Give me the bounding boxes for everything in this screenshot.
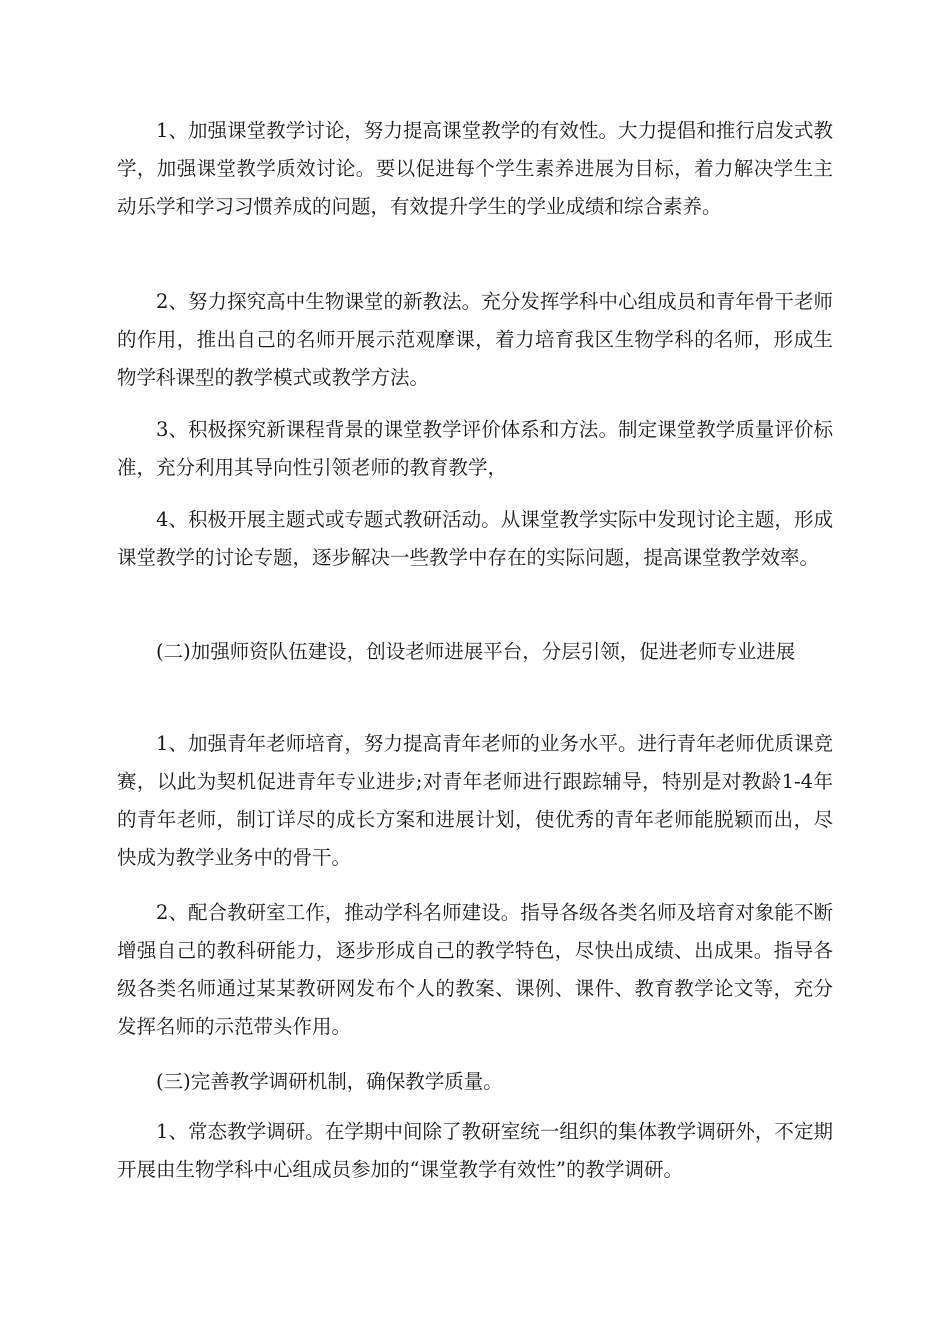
paragraph-classroom-teaching: 1、加强课堂教学讨论，努力提高课堂教学的有效性。大力提倡和推行启发式教学，加强课堂教学质效讨论。要以促进每个学生素养进展为目标，着力解决学生主动乐学和学习习惯养成的问题，有效提升学生的学业成绩和综合素养。 [117, 119, 833, 218]
section-heading-teaching-research: (三)完善教学调研机制，确保教学质量。 [156, 1070, 503, 1093]
paragraph-famous-teachers: 2、配合教研室工作，推动学科名师建设。指导各级各类名师及培育对象能不断增强自己的教科研能力，逐步形成自己的教学特色，尽快出成绩、出成果。指导各级各类名师通过某某教研网发布个人的教案、课例、课件、教育教学论文等，充分发挥名师的示范带头作用。 [117, 901, 833, 1038]
paragraph-young-teachers: 1、加强青年老师培育，努力提高青年老师的业务水平。进行青年老师优质课竞赛，以此为契机促进青年专业进步;对青年老师进行跟踪辅导，特别是对教龄1-4年的青年老师，制订详尽的成长方案和进展计划，使优秀的青年老师能脱颖而出，尽快成为教学业务中的骨干。 [117, 732, 833, 869]
section-heading-teacher-development: (二)加强师资队伍建设，创设老师进展平台，分层引领，促进老师专业进展 [156, 640, 796, 663]
paragraph-new-teaching-methods: 2、努力探究高中生物课堂的新教法。充分发挥学科中心组成员和青年骨干老师的作用，推出自己的名师开展示范观摩课，着力培育我区生物学科的名师，形成生物学科课型的教学模式或教学方法。 [117, 290, 833, 389]
paragraph-themed-research: 4、积极开展主题式或专题式教研活动。从课堂教学实际中发现讨论主题，形成课堂教学的讨论专题，逐步解决一些教学中存在的实际问题，提高课堂教学效率。 [117, 508, 833, 569]
paragraph-evaluation-system: 3、积极探究新课程背景的课堂教学评价体系和方法。制定课堂教学质量评价标准，充分利用其导向性引领老师的教育教学， [117, 418, 833, 479]
paragraph-routine-research: 1、常态教学调研。在学期中间除了教研室统一组织的集体教学调研外，不定期开展由生物学科中心组成员参加的“课堂教学有效性”的教学调研。 [117, 1120, 833, 1181]
